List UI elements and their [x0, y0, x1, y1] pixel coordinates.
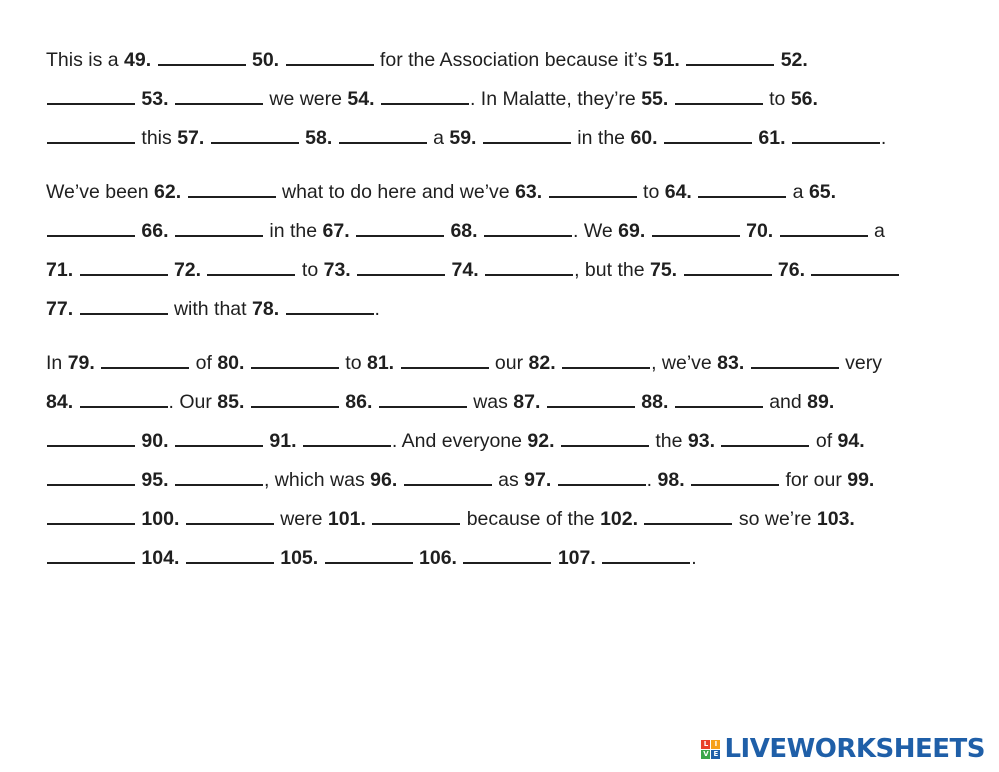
text-segment: we were: [263, 88, 348, 110]
answer-blank[interactable]: [751, 349, 839, 369]
answer-blank[interactable]: [811, 256, 899, 276]
question-number: 61.: [758, 127, 786, 149]
answer-blank[interactable]: [211, 124, 299, 144]
text-segment: very: [839, 352, 882, 374]
question-number: 93.: [687, 430, 716, 452]
text-segment: to: [339, 352, 367, 374]
answer-blank[interactable]: [339, 124, 427, 144]
question-number: 73.: [323, 259, 351, 281]
logo-badge-letter: L: [701, 740, 710, 749]
answer-blank[interactable]: [80, 388, 168, 408]
question-number: 66.: [141, 220, 169, 242]
text-segment: what to do here and we’ve: [276, 181, 516, 203]
worksheet-text: [46, 42, 966, 579]
text-segment: , which was: [263, 469, 371, 491]
answer-blank[interactable]: [792, 124, 880, 144]
answer-blank[interactable]: [684, 256, 772, 276]
answer-blank[interactable]: [47, 85, 135, 105]
text-line: [46, 213, 966, 252]
logo-badge-letter: V: [703, 749, 709, 758]
question-number: 71.: [46, 259, 74, 281]
answer-blank[interactable]: [644, 505, 732, 525]
question-number: 95.: [141, 469, 169, 491]
question-number: 76.: [777, 259, 806, 281]
paragraph-gap: [46, 159, 966, 174]
answer-blank[interactable]: [561, 427, 649, 447]
logo-badge-letter: I: [711, 740, 720, 749]
question-number: 54.: [347, 88, 375, 110]
answer-blank[interactable]: [401, 349, 489, 369]
question-number: 99.: [847, 469, 875, 491]
answer-blank[interactable]: [485, 256, 573, 276]
answer-blank[interactable]: [686, 46, 774, 66]
text-segment: .: [646, 469, 658, 491]
text-segment: the: [649, 430, 688, 452]
question-number: 67.: [322, 220, 350, 242]
answer-blank[interactable]: [251, 388, 339, 408]
logo-text: LIVEWORKSHEETS: [724, 734, 985, 764]
question-number: 69.: [618, 220, 646, 242]
answer-blank[interactable]: [558, 466, 646, 486]
text-segment: . In Malatte, they’re: [469, 88, 642, 110]
question-number: 88.: [641, 391, 669, 413]
text-line: [46, 345, 966, 384]
text-segment: with that: [168, 298, 252, 320]
answer-blank[interactable]: [602, 544, 690, 564]
question-number: 55.: [641, 88, 669, 110]
question-number: 78.: [252, 298, 280, 320]
question-number: 59.: [449, 127, 477, 149]
question-number: 72.: [173, 259, 202, 281]
answer-blank[interactable]: [175, 466, 263, 486]
answer-blank[interactable]: [483, 124, 571, 144]
question-number: 58.: [305, 127, 333, 149]
text-segment: .: [880, 127, 887, 149]
answer-blank[interactable]: [175, 85, 263, 105]
question-number: 62.: [154, 181, 182, 203]
text-segment: . We: [572, 220, 619, 242]
question-number: 107.: [557, 547, 596, 569]
answer-blank[interactable]: [379, 388, 467, 408]
text-line: [46, 423, 966, 462]
answer-blank[interactable]: [80, 295, 168, 315]
question-number: 104.: [141, 547, 180, 569]
question-number: 49.: [124, 49, 152, 71]
answer-blank[interactable]: [47, 124, 135, 144]
answer-blank[interactable]: [101, 349, 189, 369]
text-segment: as: [492, 469, 525, 491]
answer-blank[interactable]: [562, 349, 650, 369]
text-segment: We’ve been: [46, 181, 155, 203]
answer-blank[interactable]: [207, 256, 295, 276]
answer-blank[interactable]: [381, 85, 469, 105]
text-line: [46, 462, 966, 501]
question-number: 97.: [524, 469, 552, 491]
question-number: 98.: [657, 469, 685, 491]
text-segment: and: [763, 391, 808, 413]
text-line: [46, 291, 966, 330]
question-number: 91.: [269, 430, 297, 452]
answer-blank[interactable]: [80, 256, 168, 276]
question-number: 86.: [345, 391, 373, 413]
question-number: 63.: [515, 181, 543, 203]
text-segment: to: [763, 88, 791, 110]
answer-blank[interactable]: [325, 544, 413, 564]
text-segment: in the: [571, 127, 631, 149]
logo-badge-icon: [701, 740, 720, 759]
question-number: 100.: [141, 508, 180, 530]
answer-blank[interactable]: [372, 505, 460, 525]
text-segment: . And everyone: [391, 430, 528, 452]
question-number: 77.: [46, 298, 74, 320]
question-number: 87.: [513, 391, 541, 413]
answer-blank[interactable]: [547, 388, 635, 408]
answer-blank[interactable]: [356, 217, 444, 237]
question-number: 74.: [451, 259, 479, 281]
answer-blank[interactable]: [652, 217, 740, 237]
question-number: 65.: [808, 181, 837, 203]
text-segment: in the: [263, 220, 323, 242]
question-number: 105.: [280, 547, 319, 569]
answer-blank[interactable]: [286, 46, 374, 66]
answer-blank[interactable]: [47, 544, 135, 564]
question-number: 56.: [790, 88, 818, 110]
question-number: 94.: [837, 430, 865, 452]
answer-blank[interactable]: [188, 178, 276, 198]
text-segment: were: [274, 508, 328, 530]
question-number: 64.: [664, 181, 692, 203]
question-number: 57.: [177, 127, 205, 149]
answer-blank[interactable]: [286, 295, 374, 315]
answer-blank[interactable]: [698, 178, 786, 198]
answer-blank[interactable]: [675, 388, 763, 408]
question-number: 90.: [141, 430, 169, 452]
text-segment: a: [868, 220, 885, 242]
text-segment: , but the: [574, 259, 650, 281]
answer-blank[interactable]: [175, 217, 263, 237]
question-number: 84.: [46, 391, 74, 413]
text-segment: a: [427, 127, 450, 149]
question-number: 51.: [652, 49, 680, 71]
question-number: 103.: [816, 508, 855, 530]
question-number: 83.: [717, 352, 745, 374]
text-line: [46, 174, 966, 213]
answer-blank[interactable]: [251, 349, 339, 369]
question-number: 53.: [141, 88, 169, 110]
answer-blank[interactable]: [47, 466, 135, 486]
answer-blank[interactable]: [357, 256, 445, 276]
answer-blank[interactable]: [47, 217, 135, 237]
question-number: 60.: [630, 127, 658, 149]
text-segment: .: [691, 547, 697, 569]
question-number: 52.: [780, 49, 808, 71]
question-number: 106.: [419, 547, 457, 569]
text-line: [46, 540, 966, 579]
text-segment: to: [637, 181, 665, 203]
answer-blank[interactable]: [780, 217, 868, 237]
text-line: [46, 252, 966, 291]
question-number: 92.: [527, 430, 555, 452]
question-number: 50.: [251, 49, 280, 71]
text-line: [46, 501, 966, 540]
question-number: 81.: [366, 352, 395, 374]
answer-blank[interactable]: [463, 544, 551, 564]
answer-blank[interactable]: [675, 85, 763, 105]
question-number: 79.: [67, 352, 95, 374]
answer-blank[interactable]: [158, 46, 246, 66]
answer-blank[interactable]: [691, 466, 779, 486]
question-number: 75.: [649, 259, 678, 281]
text-segment: this: [136, 127, 178, 149]
answer-blank[interactable]: [664, 124, 752, 144]
text-segment: to: [296, 259, 324, 281]
question-number: 89.: [807, 391, 835, 413]
text-segment: for our: [780, 469, 848, 491]
text-line: [46, 384, 966, 423]
text-segment: for the Association because it’s: [374, 49, 653, 71]
text-line: [46, 81, 966, 120]
text-segment: was: [467, 391, 514, 413]
text-segment: .: [374, 298, 380, 320]
question-number: 68.: [450, 220, 478, 242]
question-number: 96.: [370, 469, 398, 491]
text-segment: , we’ve: [651, 352, 718, 374]
answer-blank[interactable]: [47, 427, 135, 447]
question-number: 82.: [528, 352, 556, 374]
answer-blank[interactable]: [186, 544, 274, 564]
liveworksheets-logo: [701, 734, 985, 764]
question-number: 70.: [746, 220, 774, 242]
text-line: [46, 42, 966, 81]
answer-blank[interactable]: [721, 427, 809, 447]
question-number: 102.: [600, 508, 639, 530]
text-line: [46, 120, 966, 159]
paragraph-gap: [46, 330, 966, 345]
text-segment: of: [810, 430, 838, 452]
answer-blank[interactable]: [404, 466, 492, 486]
answer-blank[interactable]: [47, 505, 135, 525]
answer-blank[interactable]: [484, 217, 572, 237]
text-segment: our: [489, 352, 529, 374]
question-number: 80.: [217, 352, 245, 374]
text-segment: In: [46, 352, 68, 374]
text-segment: This is a: [46, 49, 125, 71]
text-segment: because of the: [461, 508, 601, 530]
question-number: 85.: [217, 391, 245, 413]
logo-badge-letter: E: [711, 750, 720, 759]
answer-blank[interactable]: [186, 505, 274, 525]
text-segment: . Our: [168, 391, 218, 413]
text-segment: a: [787, 181, 809, 203]
answer-blank[interactable]: [303, 427, 391, 447]
answer-blank[interactable]: [175, 427, 263, 447]
answer-blank[interactable]: [549, 178, 637, 198]
text-segment: so we’re: [733, 508, 817, 530]
text-segment: of: [190, 352, 218, 374]
question-number: 101.: [327, 508, 366, 530]
